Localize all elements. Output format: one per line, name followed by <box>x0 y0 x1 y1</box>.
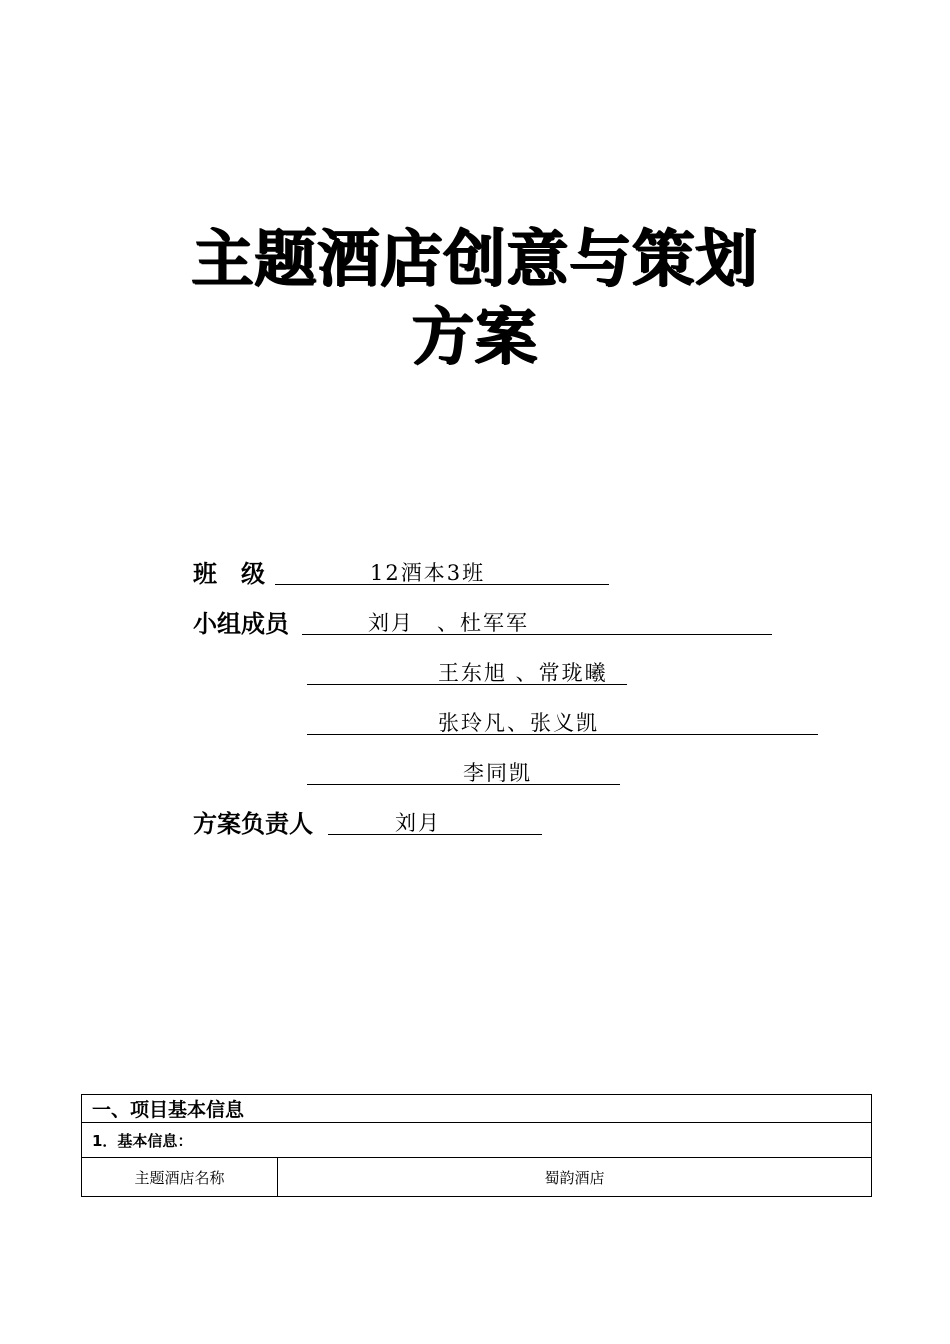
members-line-3: 张玲凡、张义凯 <box>438 711 599 735</box>
leader-label: 方案负责人 <box>193 810 313 838</box>
project-info-table <box>81 1094 872 1197</box>
table-row <box>82 1158 872 1197</box>
class-value: 12酒本3班 <box>370 561 486 585</box>
subsection-title: 1．基本信息： <box>82 1123 872 1158</box>
members-label: 小组成员 <box>193 610 289 638</box>
members-line-2: 王东旭 、常珑曦 <box>438 661 608 685</box>
document-title-line-2: 方案 <box>411 300 538 373</box>
class-label: 班 级 <box>193 560 265 588</box>
document-title-line-1: 主题酒店创意与策划 <box>191 222 759 295</box>
section-title: 一、项目基本信息 <box>82 1095 872 1123</box>
members-line-4: 李同凯 <box>463 761 532 785</box>
hotel-name-value: 蜀韵酒店 <box>278 1158 872 1197</box>
hotel-name-label: 主题酒店名称 <box>82 1158 278 1197</box>
members-line-1: 刘月 、杜军军 <box>368 611 529 635</box>
leader-value: 刘月 <box>395 811 441 835</box>
